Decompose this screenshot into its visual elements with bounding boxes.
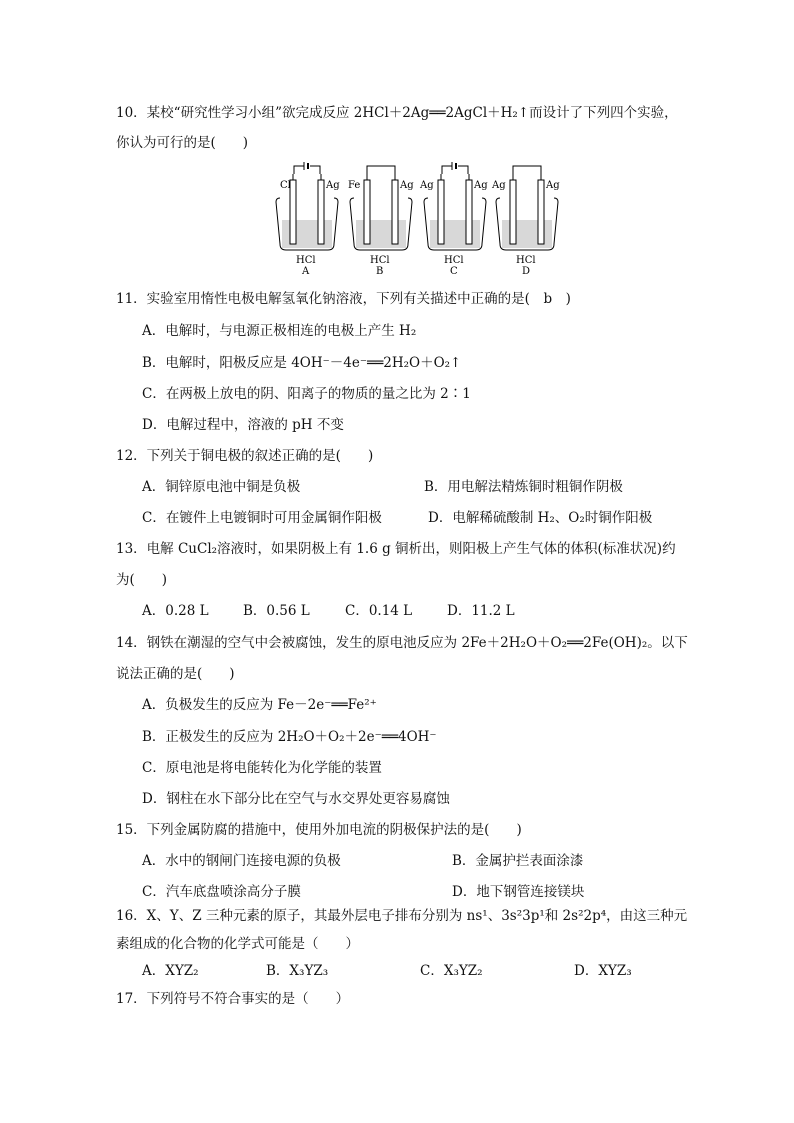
beaker-c-letter: C (450, 266, 458, 277)
q17-stem: 17．下列符号不符合事实的是（ ） (116, 991, 350, 1007)
q11-option-b: B．电解时，阳极反应是 4OH⁻－4e⁻══2H₂O＋O₂↑ (142, 355, 462, 371)
q11-option-d: D．电解过程中，溶液的 pH 不变 (142, 417, 344, 433)
beaker-c (419, 162, 488, 277)
q12-option-a: A．铜锌原电池中铜是负极 (142, 479, 301, 495)
q14-option-a: A．负极发生的反应为 Fe－2e⁻══Fe²⁺ (142, 697, 377, 713)
q16-option-a: A．XYZ₂ (142, 963, 199, 979)
q11-option-c: C．在两极上放电的阴、阳离子的物质的量之比为 2∶1 (142, 386, 471, 402)
beaker-a-right-electrode: Ag (326, 180, 340, 191)
q15-option-d: D．地下钢管连接镁块 (452, 884, 585, 900)
q13-stem-line2: 为( ) (116, 572, 168, 588)
q14-option-c: C．原电池是将电能转化为化学能的装置 (142, 760, 382, 776)
q15-option-a: A．水中的钢闸门连接电源的负极 (142, 853, 341, 869)
beaker-d-letter: D (522, 266, 531, 277)
q16-option-d: D．XYZ₃ (574, 963, 632, 979)
q11-stem: 11．实验室用惰性电极电解氢氧化钠溶液，下列有关描述中正确的是( b ) (116, 291, 571, 307)
q16-option-b: B．X₃YZ₃ (266, 963, 329, 979)
q16-option-c: C．X₃YZ₂ (420, 963, 483, 979)
q15-stem: 15．下列金属防腐的措施中，使用外加电流的阴极保护法的是( ) (116, 822, 522, 838)
beaker-b (348, 166, 414, 277)
q13-option-c: C．0.14 L (345, 603, 413, 619)
beaker-b-right-electrode: Ag (400, 180, 414, 191)
beaker-c-left-electrode: Ag (420, 180, 434, 191)
q14-option-b: B．正极发生的反应为 2H₂O＋O₂＋2e⁻══4OH⁻ (142, 729, 437, 745)
q13-option-a: A．0.28 L (142, 603, 209, 619)
q11-option-a: A．电解时，与电源正极相连的电极上产生 H₂ (142, 323, 417, 339)
q15-option-b: B．金属护拦表面涂漆 (452, 853, 584, 869)
q12-option-c: C．在镀件上电镀铜时可用金属铜作阳极 (142, 510, 382, 526)
q13-stem-line1: 13．电解 CuCl₂溶液时，如果阴极上有 1.6 g 铜析出，则阳极上产生气体的体积(标准状况)约 (116, 541, 676, 557)
beaker-d-electrolyte: HCl (516, 255, 536, 266)
q12-option-b: B．用电解法精炼铜时粗铜作阴极 (424, 479, 623, 495)
q13-option-d: D．11.2 L (447, 603, 515, 619)
beaker-a-electrolyte: HCl (296, 255, 316, 266)
q14-option-d: D．钢柱在水下部分比在空气与水交界处更容易腐蚀 (142, 791, 450, 807)
q14-stem-line2: 说法正确的是( ) (116, 666, 235, 682)
beaker-a-left-electrode: Cl (280, 180, 291, 191)
q12-stem: 12．下列关于铜电极的叙述正确的是( ) (116, 448, 374, 464)
beaker-a-letter: A (302, 266, 310, 277)
beaker-b-electrolyte: HCl (370, 255, 390, 266)
q14-stem-line1: 14．钢铁在潮湿的空气中会被腐蚀，发生的原电池反应为 2Fe＋2H₂O＋O₂══2Fe(OH)₂。以下 (116, 635, 688, 651)
q13-option-b: B．0.56 L (243, 603, 310, 619)
beaker-c-right-electrode: Ag (474, 180, 488, 191)
beaker-b-left-electrode: Fe (348, 180, 361, 191)
beaker-c-electrolyte: HCl (444, 255, 464, 266)
q10-electrolysis-figure (272, 162, 562, 278)
q15-option-c: C．汽车底盘喷涂高分子膜 (142, 884, 301, 900)
q16-stem-line2: 素组成的化合物的化学式可能是（ ） (116, 936, 359, 952)
beaker-d (491, 166, 560, 277)
beaker-a (276, 162, 340, 277)
beaker-d-right-electrode: Ag (546, 180, 560, 191)
beaker-d-left-electrode: Ag (492, 180, 506, 191)
beaker-b-letter: B (376, 266, 384, 277)
q16-stem-line1: 16．X、Y、Z 三种元素的原子，其最外层电子排布分别为 ns¹、3s²3p¹和 2s²2p⁴，由这三种元 (116, 908, 688, 924)
q12-option-d: D．电解稀硫酸制 H₂、O₂时铜作阳极 (428, 510, 653, 526)
q10-stem-line1: 10．某校“研究性学习小组”欲完成反应 2HCl＋2Ag══2AgCl＋H₂↑而设计了下列四个实验， (116, 105, 678, 121)
q10-stem-line2: 你认为可行的是( ) (116, 135, 249, 151)
